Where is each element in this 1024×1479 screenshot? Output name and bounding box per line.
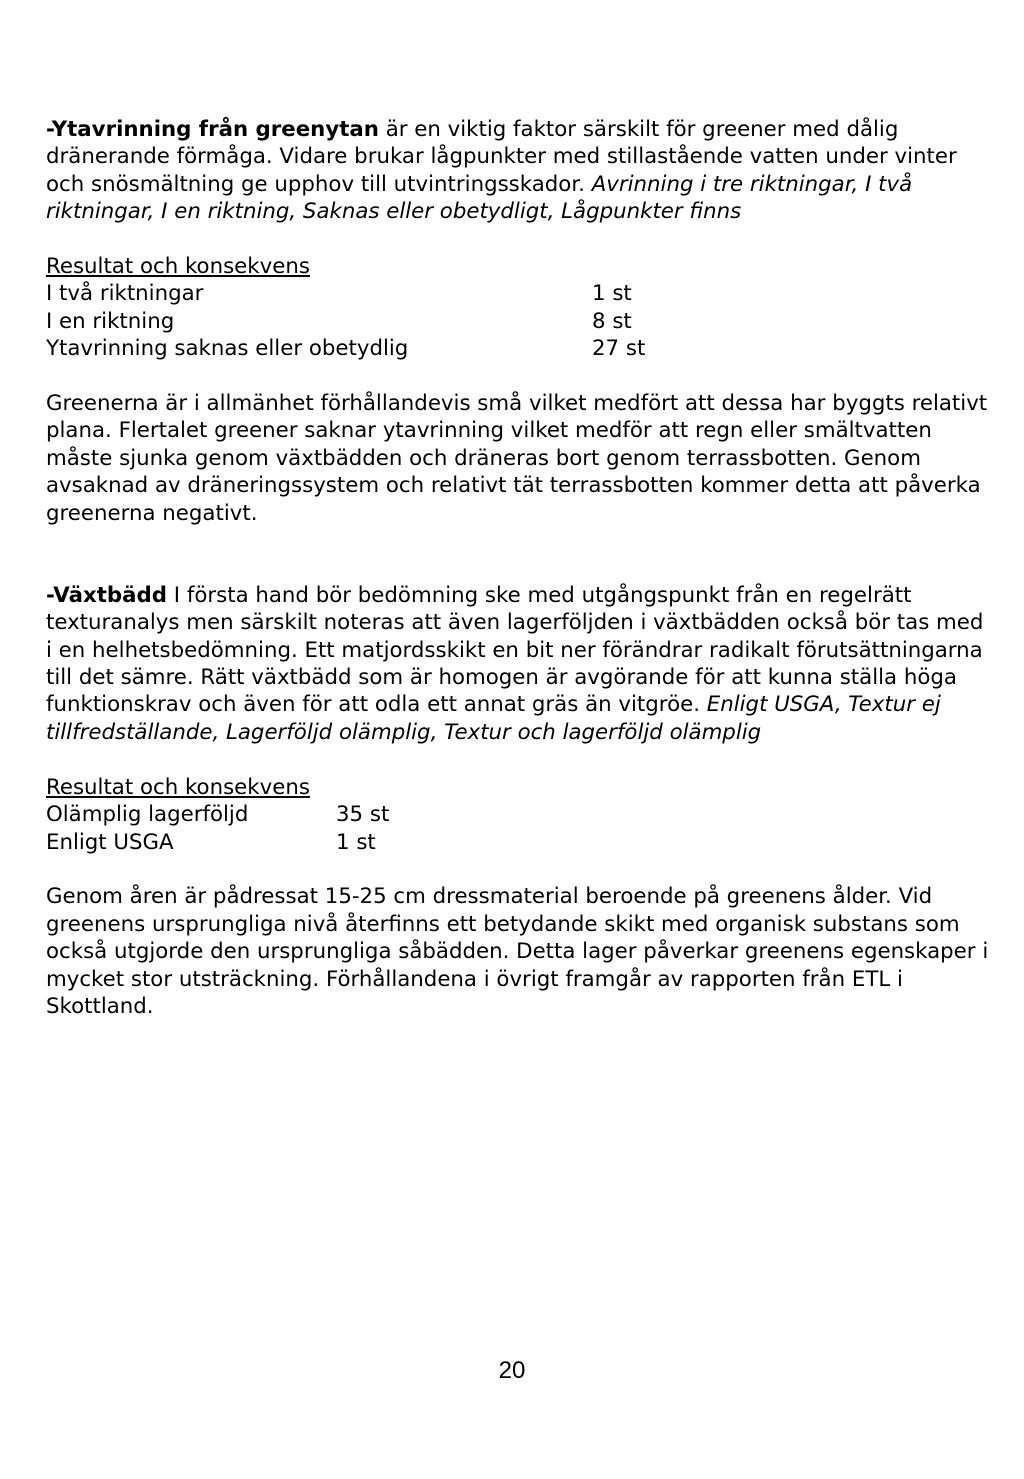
conclusion-paragraph: Genom åren är pådressat 15-25 cm dressmaterial beroende på greenens ålder. Vid greenens ursprungliga nivå återfinns ett betydande skikt med organisk substans som också utgjorde den ursprungliga såbädden. Detta lager påverkar greenens egenskaper i mycket stor utsträckning. Förhållandena i övrigt framgår av rapporten från ETL i Skottland.	[46, 884, 989, 1019]
page-number: 20	[498, 1357, 526, 1384]
result-row	[46, 280, 991, 307]
paragraph-text: I första hand bör bedömning ske med utgångspunkt från en regelrätt texturanalys men särskilt noteras att även lagerföljden i växtbädden också bör tas med i en helhetsbedömning. Ett matjordsskikt en bit ner förändrar radikalt förutsättningarna till det sämre. Rätt växtbädd som är homogen är avgörande för att kunna ställa höga funktionskrav och även för att odla ett annat gräs än vitgröe.	[46, 582, 984, 718]
page-body	[46, 116, 991, 1020]
conclusion-paragraph: Greenerna är i allmänhet förhållandevis små vilket medfört att dessa har byggts relativt plana. Flertalet greener saknar ytavrinning vilket medför att regn eller smältvatten måste sjunka genom växtbädden och dräneras bort genom terrassbotten. Genom avsaknad av dräneringssystem och relativt tät terrassbotten kommer detta att påverka greenerna negativt.	[46, 391, 988, 526]
result-row	[46, 829, 991, 856]
option-list: Avrinning i tre riktningar, I två riktningar, I en riktning, Saknas eller obetydligt, Lågpunkter finns	[46, 171, 913, 225]
result-label: I en riktning	[46, 308, 175, 334]
results-heading: Resultat och konsekvens	[46, 254, 310, 280]
result-row	[46, 308, 991, 335]
paragraph-text: är en viktig faktor särskilt för greener med dålig dränerande förmåga. Vidare brukar lågpunkter med stillastående vatten under vinter och snösmältning ge upphov till utvintringsskador.	[46, 117, 957, 197]
result-value: 1 st	[336, 829, 376, 855]
result-value: 35 st	[336, 802, 390, 828]
result-label: I två riktningar	[46, 281, 204, 307]
section-heading: -Växtbädd	[46, 582, 168, 608]
result-value: 8 st	[592, 308, 632, 334]
result-label: Ytavrinning saknas eller obetydlig	[46, 336, 409, 362]
section-vaxtbadd-intro	[46, 582, 991, 746]
result-row	[46, 335, 991, 362]
section-heading: -Ytavrinning från greenytan	[46, 117, 379, 142]
results-heading: Resultat och konsekvens	[46, 774, 310, 800]
section-ytavrinning-intro	[46, 116, 991, 226]
result-value: 1 st	[592, 281, 632, 307]
result-label: Olämplig lagerföljd	[46, 802, 249, 828]
result-value: 27 st	[592, 336, 646, 362]
result-row	[46, 801, 991, 828]
result-label: Enligt USGA	[46, 829, 174, 855]
option-list: Enligt USGA, Textur ej tillfredställande, Lagerföljd olämplig, Textur och lagerföljd olämplig	[46, 692, 941, 745]
